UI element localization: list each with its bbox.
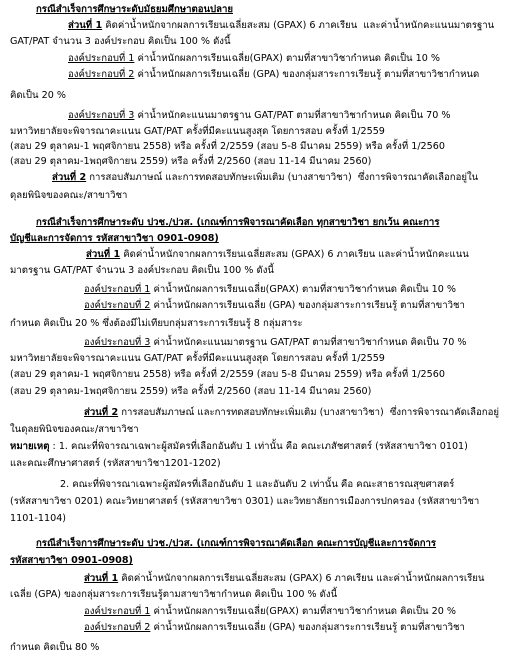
section2-heading-cont: บัญชีและการจัดการ รหัสสาขาวิชา 0901-0908) bbox=[10, 233, 219, 244]
section3-component1-label: องค์ประกอบที่ 1 bbox=[84, 606, 151, 617]
section1-line: มหาวิทยาลัยจะพิจารณาคะแนน GAT/PAT ครั้งที่มีคะแนนสูงสุด โดยการสอบ ครั้งที่ 1/2559 bbox=[10, 126, 385, 137]
section3-part1-label: ส่วนที่ 1 bbox=[84, 573, 119, 584]
section1-part1-text: คิดค่าน้ำหนักจากผลการเรียนเฉลี่ยสะสม (GPAX) 6 ภาคเรียน และค่าน้ำหนักคะแนนมาตรฐาน bbox=[102, 20, 495, 31]
section3-line bbox=[84, 622, 465, 634]
section1-part2-label: ส่วนที่ 2 bbox=[52, 172, 87, 183]
section1-component3-text: ค่าน้ำหนักคะแนนมาตรฐาน GAT/PAT ตามที่สาขาวิชากำหนด คิดเป็น 70 % bbox=[134, 110, 451, 121]
section2-line: และคณะศึกษาศาสตร์ (รหัสสาขาวิชา1201-1202) bbox=[10, 458, 221, 469]
section2-line bbox=[84, 300, 465, 312]
section3-line: กำหนด คิดเป็น 80 % bbox=[10, 642, 100, 653]
section2-line bbox=[84, 284, 456, 296]
note-text: : 1. คณะที่พิจารณาเฉพาะผู้สมัครที่เลือกอันดับ 1 เท่านั้น คือ คณะเภสัชศาสตร์ (รหัสสาขาวิชา 0101) bbox=[49, 441, 468, 452]
section1-line bbox=[68, 69, 479, 81]
section2-line: ในดุลยพินิจของคณะ/สาขาวิชา bbox=[10, 424, 139, 435]
section2-component2-text: ค่าน้ำหนักผลการเรียนเฉลี่ย (GPA) ของกลุ่มสาระการเรียนรู้ ตามที่สาขาวิชา bbox=[150, 300, 465, 311]
section3-component2-text: ค่าน้ำหนักผลการเรียนเฉลี่ย (GPA) ของกลุ่มสาระการเรียนรู้ ตามที่สาขาวิชา bbox=[150, 622, 465, 633]
section1-line: ดุลยพินิจของคณะ/สาขาวิชา bbox=[10, 190, 128, 201]
section1-line bbox=[68, 110, 451, 122]
section3-heading-cont: รหัสสาขาวิชา 0901-0908) bbox=[10, 555, 133, 566]
section2-line: (สอบ 29 ตุลาคม-1 พฤศจิกายน 2558) หรือ ครั้งที่ 2/2559 (สอบ 5-8 มีนาคม 2559) หรือ ครั้งที่ 1/2560 bbox=[10, 369, 445, 380]
section1-component3-label: องค์ประกอบที่ 3 bbox=[68, 110, 135, 121]
section2-line bbox=[84, 337, 467, 349]
section1-component1-text: ค่าน้ำหนักผลการเรียนเฉลี่ย(GPAX) ตามที่สาขาวิชากำหนด คิดเป็น 10 % bbox=[134, 53, 441, 64]
section2-component3-label: องค์ประกอบที่ 3 bbox=[84, 337, 151, 348]
section1-component2-text: ค่าน้ำหนักผลการเรียนเฉลี่ย (GPA) ของกลุ่มสาระการเรียนรู้ ตามที่สาขาวิชากำหนด bbox=[134, 69, 480, 80]
section2-line: 2. คณะที่พิจารณาเฉพาะผู้สมัครที่เลือกอันดับ 1 และอันดับ 2 เท่านั้น คือ คณะสาธารณสุขศาสตร์ bbox=[60, 479, 455, 490]
section2-line: (สอบ 29 ตุลาคม-1พฤศจิกายน 2559) หรือ ครั้งที่ 2/2560 (สอบ 11-14 มีนาคม 2560) bbox=[10, 386, 372, 397]
section2-line bbox=[86, 249, 469, 261]
section3-line: เฉลี่ย (GPA) ของกลุ่มสาระการเรียนรู้ตามสาขาวิชากำหนด คิดเป็น 100 % ดังนี้ bbox=[10, 589, 338, 600]
section2-part2-text: การสอบสัมภาษณ์ และการทดสอบทักษะเพิ่มเติม (บางสาขาวิชา) ซึ่งการพิจารณาคัดเลือกอยู่ bbox=[118, 407, 499, 418]
section2-component2-label: องค์ประกอบที่ 2 bbox=[84, 300, 151, 311]
section2-line bbox=[84, 407, 499, 419]
note-label: หมายเหตุ bbox=[10, 441, 50, 452]
section1-line: GAT/PAT จำนวน 3 องค์ประกอบ คิดเป็น 100 % ดังนี้ bbox=[10, 36, 231, 47]
section2-component1-text: ค่าน้ำหนักผลการเรียนเฉลี่ย(GPAX) ตามที่สาขาวิชากำหนด คิดเป็น 10 % bbox=[150, 284, 457, 295]
section2-heading: กรณีสำเร็จการศึกษาระดับ ปวช./ปวส. (เกณฑ์การพิจารณาคัดเลือก ทุกสาขาวิชา ยกเว้น คณะการ bbox=[36, 217, 440, 228]
section3-component2-label: องค์ประกอบที่ 2 bbox=[84, 622, 151, 633]
section2-line bbox=[10, 441, 468, 453]
section3-line bbox=[84, 606, 456, 618]
section2-component1-label: องค์ประกอบที่ 1 bbox=[84, 284, 151, 295]
section1-part2-text: การสอบสัมภาษณ์ และการทดสอบทักษะเพิ่มเติม (บางสาขาวิชา) ซึ่งการพิจารณาคัดเลือกอยู่ใน bbox=[86, 172, 479, 183]
section1-component2-label: องค์ประกอบที่ 2 bbox=[68, 69, 135, 80]
section1-heading: กรณีสำเร็จการศึกษาระดับมัธยมศึกษาตอนปลาย bbox=[36, 4, 234, 15]
section3-line bbox=[84, 573, 484, 585]
section1-line: คิดเป็น 20 % bbox=[10, 90, 66, 101]
section2-line: กำหนด คิดเป็น 20 % ซึ่งต้องมีไม่เทียบกลุ่มสาระการเรียนรู้ 8 กลุ่มสาระ bbox=[10, 318, 303, 329]
section3-heading: กรณีสำเร็จการศึกษาระดับ ปวช./ปวส. (เกณฑ์การพิจารณาคัดเลือก คณะการบัญชีและการจัดการ bbox=[36, 538, 437, 549]
section1-line bbox=[52, 172, 478, 184]
section1-line: (สอบ 29 ตุลาคม-1พฤศจิกายน 2559) หรือ ครั้งที่ 2/2560 (สอบ 11-14 มีนาคม 2560) bbox=[10, 156, 372, 167]
section1-line: (สอบ 29 ตุลาคม-1 พฤศจิกายน 2558) หรือ ครั้งที่ 2/2559 (สอบ 5-8 มีนาคม 2559) หรือ ครั้งที่ 1/2560 bbox=[10, 141, 445, 152]
section2-part1-label: ส่วนที่ 1 bbox=[86, 249, 121, 260]
section2-line: 1101-1104) bbox=[10, 513, 67, 524]
section2-line: มหาวิทยาลัยจะพิจารณาคะแนน GAT/PAT ครั้งที่มีคะแนนสูงสุด โดยการสอบ ครั้งที่ 1/2559 bbox=[10, 353, 385, 364]
section3-component1-text: ค่าน้ำหนักผลการเรียนเฉลี่ย(GPAX) ตามที่สาขาวิชากำหนด คิดเป็น 20 % bbox=[150, 606, 457, 617]
section2-line: (รหัสสาขาวิชา 0201) คณะวิทยาศาสตร์ (รหัสสาขาวิชา 0301) และวิทยาลัยการเมืองการปกครอง (รหัสสาขาวิชา bbox=[10, 496, 480, 507]
section2-part2-label: ส่วนที่ 2 bbox=[84, 407, 119, 418]
section1-line bbox=[68, 20, 494, 32]
section1-part1-label: ส่วนที่ 1 bbox=[68, 20, 103, 31]
section1-component1-label: องค์ประกอบที่ 1 bbox=[68, 53, 135, 64]
section1-line bbox=[68, 53, 440, 65]
section2-line: มาตรฐาน GAT/PAT จำนวน 3 องค์ประกอบ คิดเป็น 100 % ดังนี้ bbox=[10, 265, 274, 276]
section2-component3-text: ค่าน้ำหนักคะแนนมาตรฐาน GAT/PAT ตามที่สาขาวิชากำหนด คิดเป็น 70 % bbox=[150, 337, 467, 348]
section3-part1-text: คิดค่าน้ำหนักจากผลการเรียนเฉลี่ยสะสม (GPAX) 6 ภาคเรียน และค่าน้ำหนักผลการเรียน bbox=[118, 573, 485, 584]
section2-part1-text: คิดค่าน้ำหนักจากผลการเรียนเฉลี่ยสะสม (GPAX) 6 ภาคเรียน และค่าน้ำหนักคะแนน bbox=[120, 249, 469, 260]
